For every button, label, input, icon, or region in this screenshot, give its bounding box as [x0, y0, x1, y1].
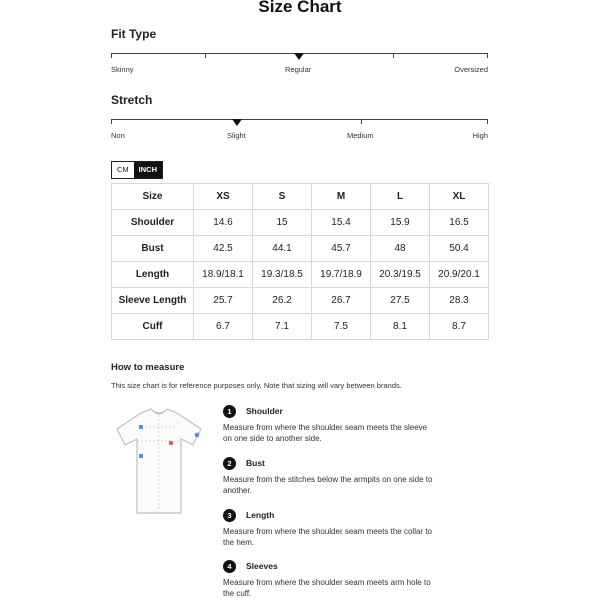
measure-name: Sleeves: [246, 561, 278, 571]
table-cell: 18.9/18.1: [194, 262, 253, 288]
table-header: S: [253, 184, 312, 210]
table-cell: 44.1: [253, 236, 312, 262]
table-cell: 6.7: [194, 314, 253, 340]
measure-description: Measure from the stitches below the armpits on one side to another.: [223, 475, 433, 495]
table-row: [112, 236, 489, 262]
fit-type-selected-marker: [294, 53, 304, 60]
table-row-header: Bust: [112, 236, 194, 262]
unit-cm-button[interactable]: CM: [117, 165, 129, 174]
measure-description: Measure from where the shoulder seam meets the collar to the hem.: [223, 527, 432, 547]
length-marker: [169, 441, 174, 446]
table-row: [112, 314, 489, 340]
how-to-measure-title: How to measure: [111, 362, 185, 373]
table-cell: 48: [371, 236, 430, 262]
fit-type-tick: [393, 53, 394, 58]
fit-type-tick: [205, 53, 206, 58]
number-1-icon: 1: [223, 405, 236, 418]
table-cell: 20.3/19.5: [371, 262, 430, 288]
measure-description: Measure from where the shoulder seam meets arm hole to the cuff.: [223, 578, 431, 598]
table-cell: 42.5: [194, 236, 253, 262]
tshirt-diagram-icon: [111, 405, 207, 517]
measure-name: Shoulder: [246, 406, 283, 416]
table-header: XS: [194, 184, 253, 210]
table-cell: 14.6: [194, 210, 253, 236]
table-cell: 19.7/18.9: [312, 262, 371, 288]
sleeve-marker: [195, 433, 200, 438]
stretch-title: Stretch: [111, 93, 153, 107]
fit-type-label-skinny: Skinny: [111, 65, 134, 74]
fit-type-title: Fit Type: [111, 27, 157, 41]
measure-description: Measure from where the shoulder seam meets the sleeve on one side to another side.: [223, 423, 428, 443]
table-cell: 8.7: [430, 314, 489, 340]
table-cell: 15: [253, 210, 312, 236]
stretch-tick: [487, 119, 488, 124]
table-cell: 50.4: [430, 236, 489, 262]
table-cell: 8.1: [371, 314, 430, 340]
stretch-label-medium: Medium: [347, 131, 374, 140]
stretch-label-high: High: [472, 131, 488, 140]
fit-type-label-oversized: Oversized: [454, 65, 488, 74]
table-cell: 7.1: [253, 314, 312, 340]
table-header-row: [112, 184, 489, 210]
table-cell: 7.5: [312, 314, 371, 340]
number-2-icon: 2: [223, 457, 236, 470]
table-cell: 25.7: [194, 288, 253, 314]
fit-type-label-regular: Regular: [285, 65, 312, 74]
bust-marker: [139, 454, 143, 458]
stretch-selected-marker: [232, 119, 242, 126]
fit-type-tick: [111, 53, 112, 58]
unit-inch-button[interactable]: INCH: [134, 162, 162, 178]
table-header: XL: [430, 184, 489, 210]
table-cell: 19.3/18.5: [253, 262, 312, 288]
table-header: Size: [112, 184, 194, 210]
table-header: L: [371, 184, 430, 210]
table-cell: 15.9: [371, 210, 430, 236]
measure-name: Length: [246, 510, 275, 520]
number-3-icon: 3: [223, 509, 236, 522]
table-cell: 26.2: [253, 288, 312, 314]
stretch-scale: [111, 119, 488, 149]
number-4-icon: 4: [223, 560, 236, 573]
table-row-header: Sleeve Length: [112, 288, 194, 314]
stretch-tick: [111, 119, 112, 124]
table-row: [112, 210, 489, 236]
table-row-header: Length: [112, 262, 194, 288]
table-cell: 26.7: [312, 288, 371, 314]
stretch-scale-line: [111, 119, 488, 120]
fit-type-tick: [487, 53, 488, 58]
table-header: M: [312, 184, 371, 210]
table-cell: 45.7: [312, 236, 371, 262]
how-to-measure-note: This size chart is for reference purposes only. Note that sizing will vary between brands.: [111, 381, 402, 390]
unit-toggle: [111, 161, 163, 179]
table-cell: 27.5: [371, 288, 430, 314]
table-cell: 28.3: [430, 288, 489, 314]
shoulder-marker: [139, 425, 143, 429]
table-row-header: Shoulder: [112, 210, 194, 236]
table-row: [112, 262, 489, 288]
measure-name: Bust: [246, 458, 265, 468]
table-cell: 16.5: [430, 210, 489, 236]
size-table: [111, 183, 489, 340]
stretch-label-non: Non: [111, 131, 125, 140]
page-title: Size Chart: [258, 0, 342, 16]
table-cell: 15.4: [312, 210, 371, 236]
table-row: [112, 288, 489, 314]
fit-type-scale: [111, 53, 488, 83]
stretch-tick: [361, 119, 362, 124]
stretch-label-slight: Slight: [227, 131, 246, 140]
table-cell: 20.9/20.1: [430, 262, 489, 288]
table-row-header: Cuff: [112, 314, 194, 340]
